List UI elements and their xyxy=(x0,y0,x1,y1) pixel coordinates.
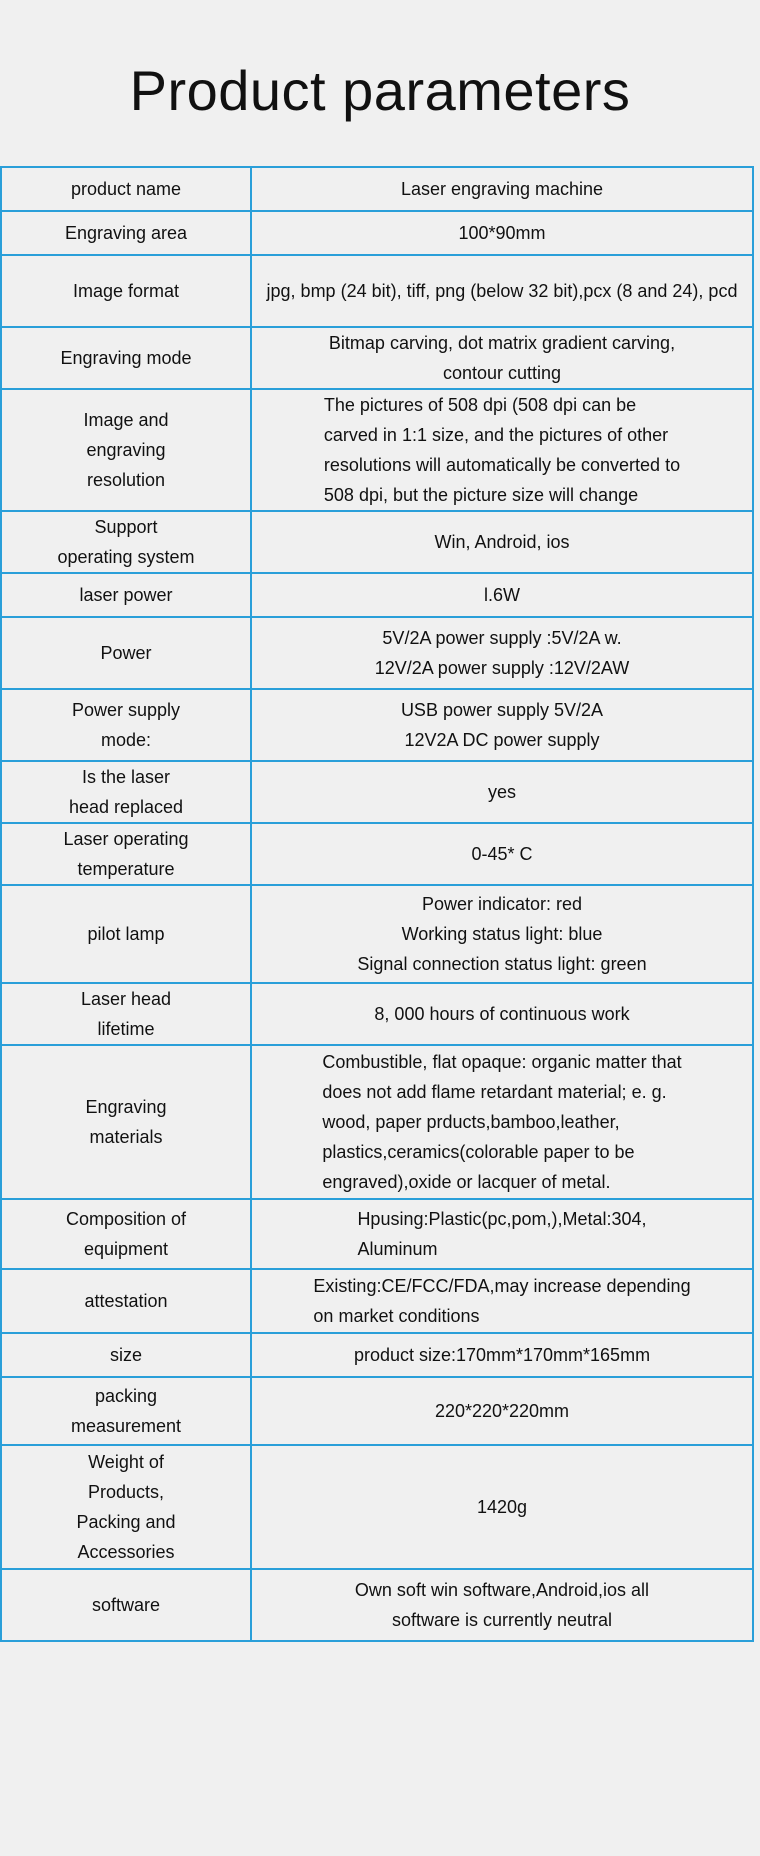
parameter-value-block xyxy=(313,1271,690,1331)
parameter-label xyxy=(1,1445,251,1569)
parameter-label xyxy=(1,167,251,211)
parameter-value-line: contour cutting xyxy=(442,363,562,383)
parameter-value xyxy=(251,1445,753,1569)
parameter-label-line: materials xyxy=(89,1127,163,1147)
parameter-row xyxy=(1,885,753,983)
parameter-value-line: Aluminum xyxy=(357,1239,438,1259)
parameter-row xyxy=(1,1377,753,1445)
parameter-value-line: 220*220*220mm xyxy=(434,1401,570,1421)
parameter-value xyxy=(251,1377,753,1445)
parameter-row xyxy=(1,689,753,761)
parameter-value-line: 508 dpi, but the picture size will change xyxy=(323,485,639,505)
parameter-label xyxy=(1,1569,251,1641)
parameter-value-line: yes xyxy=(487,782,516,802)
parameter-row xyxy=(1,1445,753,1569)
parameter-value-line: product size:170mm*170mm*165mm xyxy=(353,1345,651,1365)
parameter-label-line: Laser head xyxy=(80,989,172,1009)
parameter-value-line: Power indicator: red xyxy=(421,894,583,914)
parameter-row xyxy=(1,761,753,823)
parameter-value-line: USB power supply 5V/2A xyxy=(400,700,604,720)
parameter-label-line: engraving xyxy=(86,440,166,460)
parameter-value-line: 8, 000 hours of continuous work xyxy=(374,1004,630,1024)
parameter-label-line: laser power xyxy=(79,585,173,605)
parameter-value-line: Hpusing:Plastic(pc,pom,),Metal:304, xyxy=(357,1209,647,1229)
parameter-value-line: engraved),oxide or lacquer of metal. xyxy=(322,1172,611,1192)
parameter-label-line: operating system xyxy=(57,547,195,567)
parameter-row xyxy=(1,983,753,1045)
parameter-label-line: lifetime xyxy=(97,1019,155,1039)
parameter-value xyxy=(251,255,753,327)
parameter-label xyxy=(1,885,251,983)
parameter-value-line: 0-45* C xyxy=(471,844,533,864)
parameter-value xyxy=(251,1569,753,1641)
parameter-value-line: Bitmap carving, dot matrix gradient carving, xyxy=(328,333,676,353)
parameter-row xyxy=(1,1269,753,1333)
parameter-label xyxy=(1,389,251,511)
parameters-table-wrapper xyxy=(0,166,760,1642)
parameter-value xyxy=(251,617,753,689)
parameter-value-line: Own soft win software,Android,ios all xyxy=(354,1580,650,1600)
parameter-value-line: jpg, bmp (24 bit), tiff, png (below 32 bit),pcx (8 and 24), pcd xyxy=(266,281,738,301)
parameter-label-line: packing xyxy=(94,1386,158,1406)
parameter-value xyxy=(251,761,753,823)
parameter-label xyxy=(1,617,251,689)
parameter-value-line: Existing:CE/FCC/FDA,may increase depending xyxy=(313,1276,691,1296)
parameter-value xyxy=(251,983,753,1045)
parameter-label-line: product name xyxy=(70,179,182,199)
parameter-value-line: 1420g xyxy=(476,1497,528,1517)
parameter-label-line: Products, xyxy=(87,1482,165,1502)
parameter-label xyxy=(1,761,251,823)
parameter-row xyxy=(1,211,753,255)
parameter-value xyxy=(251,1199,753,1269)
parameter-label-line: resolution xyxy=(86,470,166,490)
parameter-label xyxy=(1,1199,251,1269)
parameter-label xyxy=(1,511,251,573)
parameter-value-line: 12V2A DC power supply xyxy=(404,730,600,750)
parameter-label-line: Image format xyxy=(72,281,180,301)
parameter-label-line: attestation xyxy=(84,1291,168,1311)
parameter-label xyxy=(1,327,251,389)
parameter-label-line: size xyxy=(109,1345,142,1365)
parameter-row xyxy=(1,511,753,573)
parameter-row xyxy=(1,573,753,617)
parameter-label xyxy=(1,255,251,327)
parameter-label-line: Power xyxy=(100,643,152,663)
parameter-value-line: Signal connection status light: green xyxy=(357,954,647,974)
parameter-label xyxy=(1,1269,251,1333)
parameter-value-block xyxy=(324,390,680,510)
parameter-value xyxy=(251,327,753,389)
parameter-label-line: software xyxy=(91,1595,161,1615)
parameters-table xyxy=(0,166,754,1642)
parameter-row xyxy=(1,823,753,885)
parameter-label-line: Support xyxy=(94,517,158,537)
parameter-value xyxy=(251,885,753,983)
parameter-row xyxy=(1,1199,753,1269)
parameter-label-line: measurement xyxy=(70,1416,182,1436)
parameter-value xyxy=(251,573,753,617)
parameter-label-line: Accessories xyxy=(77,1542,175,1562)
parameter-value xyxy=(251,1333,753,1377)
parameter-row xyxy=(1,1045,753,1199)
parameter-value xyxy=(251,1269,753,1333)
parameter-label xyxy=(1,823,251,885)
parameter-value xyxy=(251,167,753,211)
parameter-value-line: software is currently neutral xyxy=(391,1610,613,1630)
parameter-row xyxy=(1,255,753,327)
parameter-value-line: on market conditions xyxy=(313,1306,480,1326)
parameter-label-line: Is the laser xyxy=(81,767,171,787)
parameter-label-line: Image and xyxy=(83,410,169,430)
parameter-label-line: Weight of xyxy=(88,1452,164,1472)
parameter-value-line: 5V/2A power supply :5V/2A w. xyxy=(382,628,622,648)
parameter-value-line: plastics,ceramics(colorable paper to be xyxy=(322,1142,635,1162)
parameter-value-line: Laser engraving machine xyxy=(400,179,604,199)
parameter-value xyxy=(251,211,753,255)
parameter-value-line: does not add flame retardant material; e. g. xyxy=(322,1082,667,1102)
parameter-label-line: mode: xyxy=(100,730,152,750)
parameter-label-line: Engraving xyxy=(85,1097,167,1117)
parameter-row xyxy=(1,1333,753,1377)
parameter-value-line: Win, Android, ios xyxy=(434,532,570,552)
parameter-label-line: Power supply xyxy=(71,700,181,720)
parameter-value-line: resolutions will automatically be converted to xyxy=(323,455,681,475)
parameter-row xyxy=(1,167,753,211)
parameter-label xyxy=(1,1045,251,1199)
parameter-label-line: pilot lamp xyxy=(87,924,165,944)
parameter-value-line: Combustible, flat opaque: organic matter that xyxy=(322,1052,682,1072)
parameter-value-line: l.6W xyxy=(484,585,520,605)
parameter-value xyxy=(251,823,753,885)
parameter-row xyxy=(1,327,753,389)
parameter-label-line: Packing and xyxy=(76,1512,176,1532)
parameter-label xyxy=(1,1377,251,1445)
parameter-value-line: wood, paper prducts,bamboo,leather, xyxy=(322,1112,620,1132)
parameter-value xyxy=(251,511,753,573)
parameter-row xyxy=(1,617,753,689)
parameter-value-block xyxy=(322,1047,681,1197)
parameter-value-line: 100*90mm xyxy=(458,223,546,243)
parameter-label xyxy=(1,983,251,1045)
parameter-row xyxy=(1,389,753,511)
parameter-value-line: The pictures of 508 dpi (508 dpi can be xyxy=(323,395,637,415)
parameter-value xyxy=(251,1045,753,1199)
parameter-label-line: temperature xyxy=(77,859,175,879)
parameter-label xyxy=(1,1333,251,1377)
parameter-value-line: carved in 1:1 size, and the pictures of other xyxy=(323,425,669,445)
parameter-label-line: head replaced xyxy=(68,797,184,817)
parameter-value xyxy=(251,689,753,761)
parameter-value-line: 12V/2A power supply :12V/2AW xyxy=(374,658,630,678)
page-title: Product parameters xyxy=(129,59,631,122)
parameter-row xyxy=(1,1569,753,1641)
parameter-value-line: Working status light: blue xyxy=(401,924,603,944)
parameter-label-line: Engraving mode xyxy=(60,348,192,368)
parameters-table-body xyxy=(1,167,753,1641)
parameter-value-block xyxy=(357,1204,646,1264)
parameter-label xyxy=(1,689,251,761)
parameter-label-line: equipment xyxy=(83,1239,169,1259)
parameter-label-line: Composition of xyxy=(65,1209,187,1229)
parameter-label-line: Laser operating xyxy=(63,829,189,849)
parameter-label xyxy=(1,573,251,617)
parameter-label xyxy=(1,211,251,255)
parameter-label-line: Engraving area xyxy=(64,223,188,243)
parameter-value xyxy=(251,389,753,511)
